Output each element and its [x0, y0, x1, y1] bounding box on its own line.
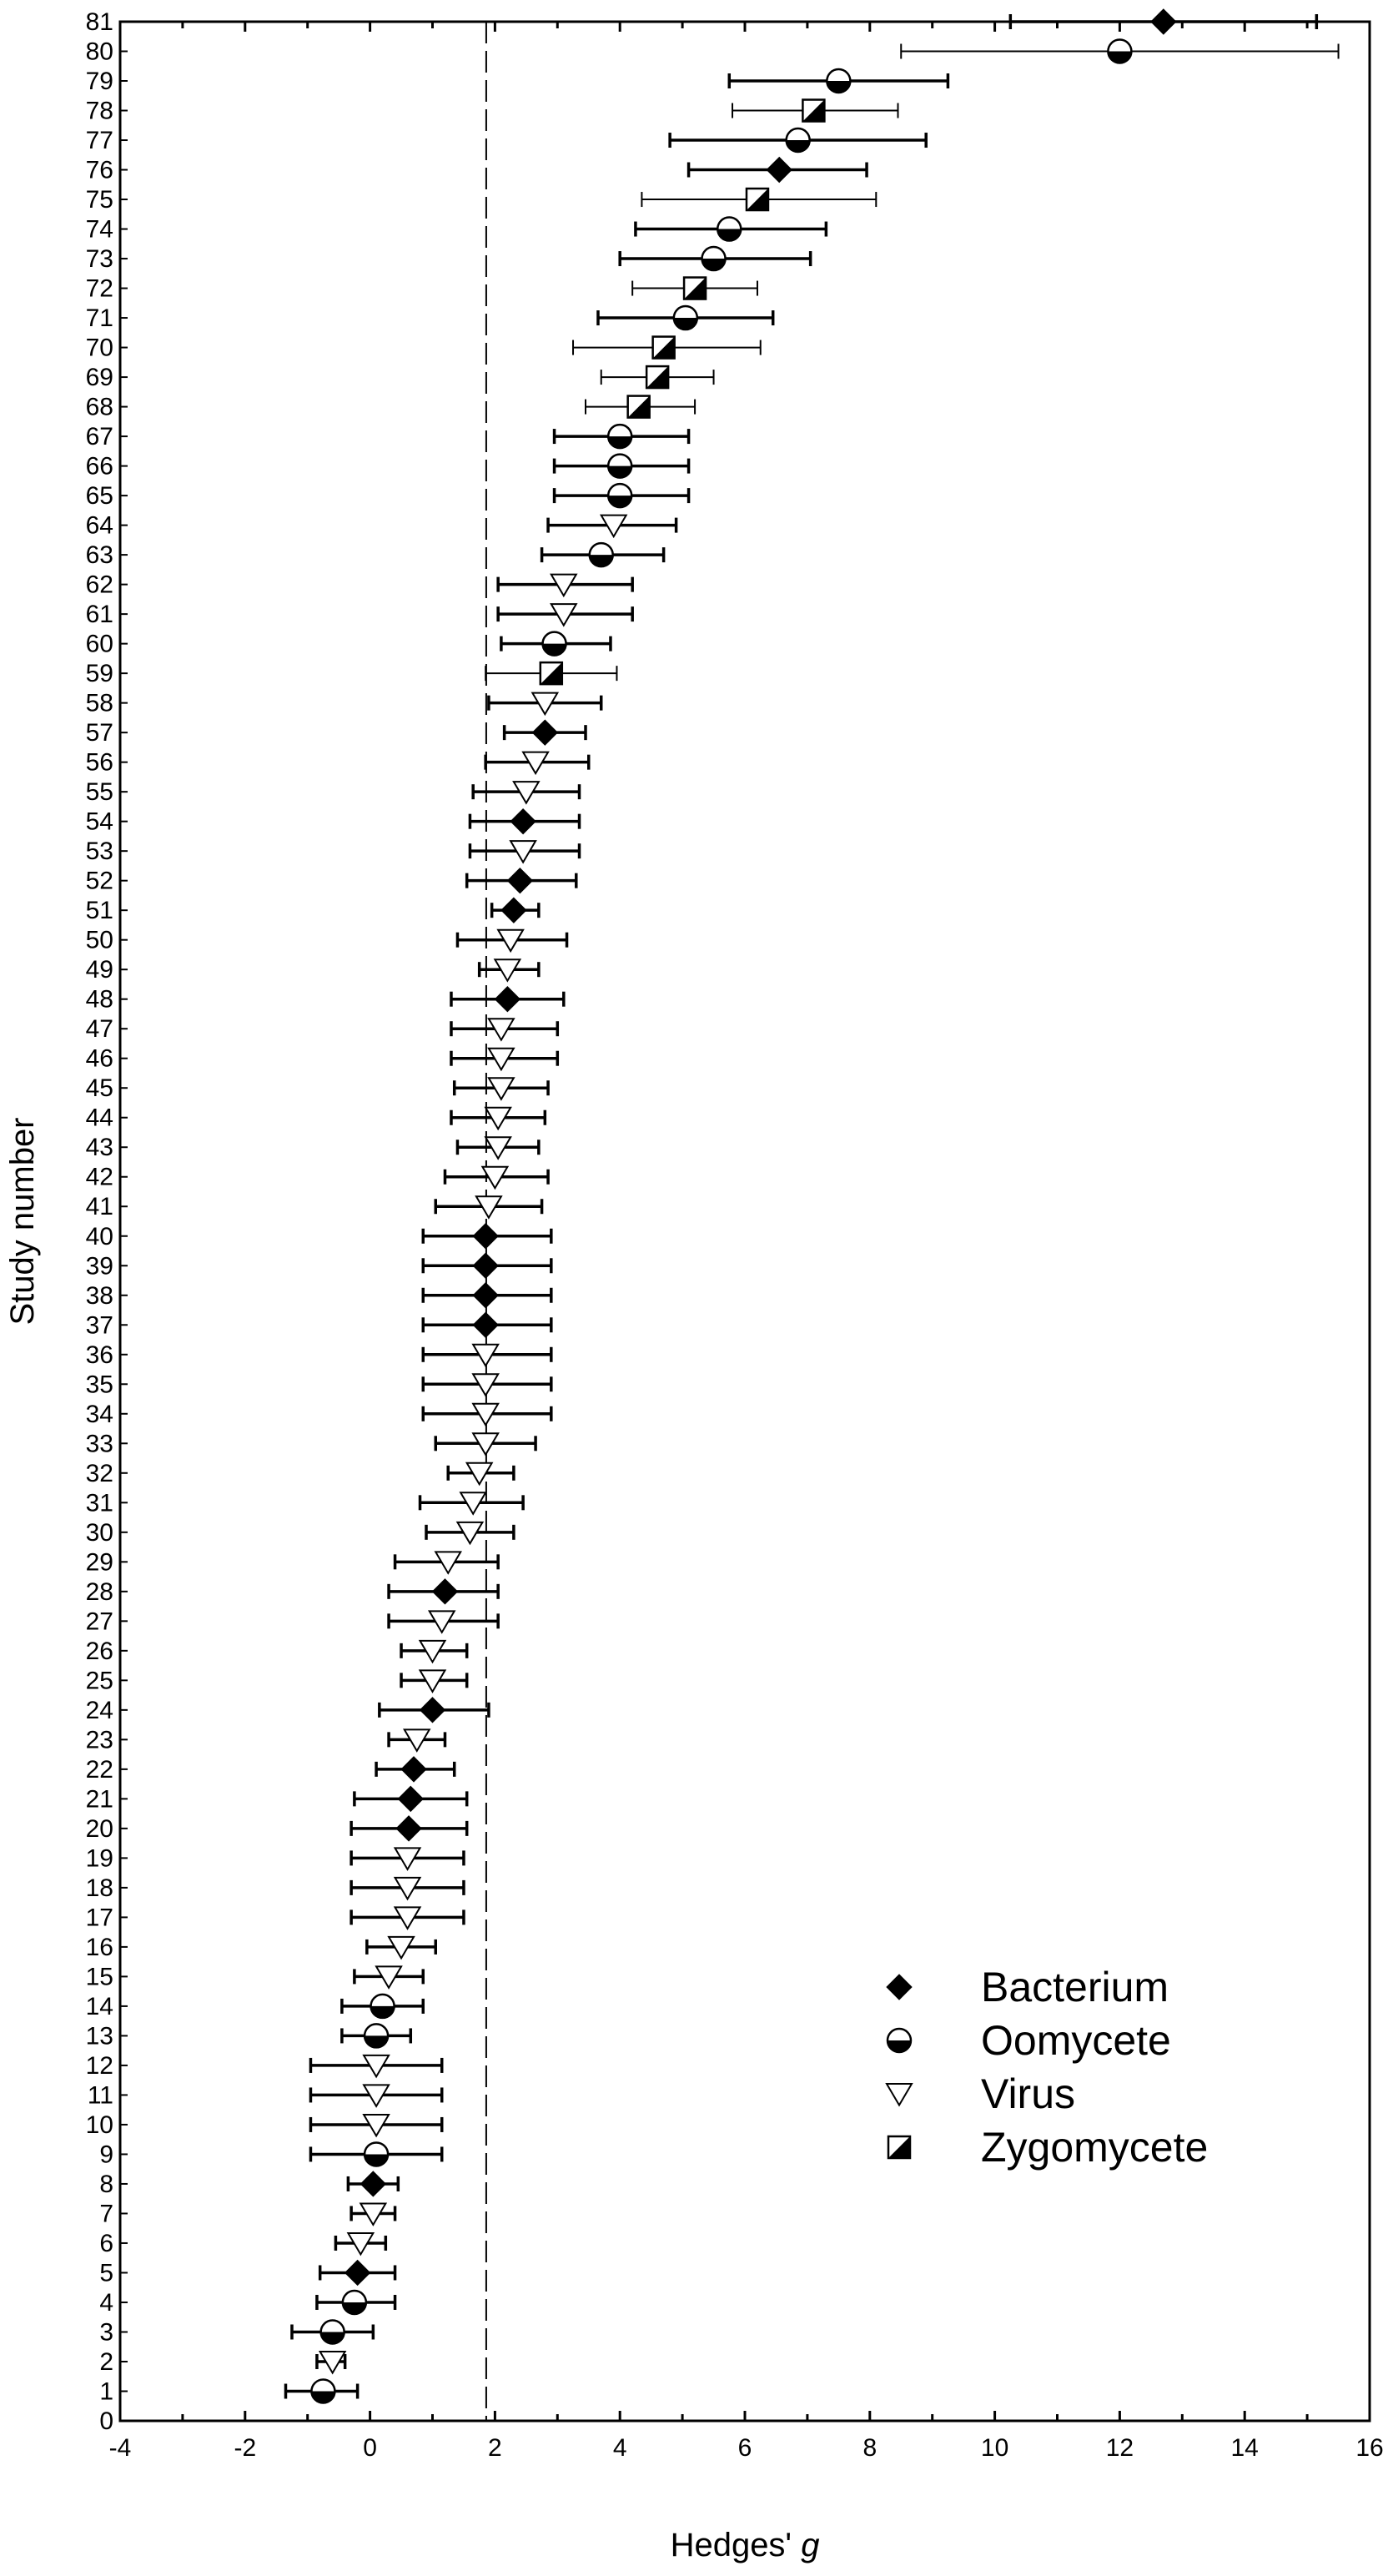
x-tick-label: 12: [1105, 2434, 1134, 2462]
diamond-marker-shape: [432, 1579, 457, 1604]
circle-marker-half-fill: [608, 496, 631, 507]
x-axis-title: Hedges' g: [670, 2527, 820, 2563]
y-tick-label: 57: [85, 719, 113, 747]
point-estimate: [827, 69, 850, 93]
point-estimate: [543, 632, 566, 656]
circle-marker-half-fill: [365, 2154, 388, 2166]
y-tick-label: 49: [85, 956, 113, 984]
y-tick-label: 13: [85, 2022, 113, 2050]
study-72: [632, 278, 757, 299]
x-tick-label: -4: [108, 2434, 132, 2462]
y-tick-label: 10: [85, 2111, 113, 2139]
diamond-marker-shape: [473, 1312, 498, 1337]
circle-marker-half-fill: [702, 259, 726, 270]
y-tick-label: 32: [85, 1459, 113, 1487]
y-tick-label: 20: [85, 1814, 113, 1843]
y-tick-label: 24: [85, 1696, 113, 1724]
diamond-marker-shape: [345, 2260, 370, 2285]
study-56: [485, 752, 589, 774]
y-tick-label: 1: [99, 2377, 113, 2406]
y-tick-label: 30: [85, 1518, 113, 1547]
study-46: [451, 1049, 557, 1070]
point-estimate: [532, 720, 557, 745]
y-tick-label: 37: [85, 1311, 113, 1340]
y-tick-label: 59: [85, 660, 113, 688]
y-tick-label: 53: [85, 838, 113, 866]
y-tick-label: 58: [85, 689, 113, 717]
circle-marker-half-fill: [311, 2391, 334, 2402]
x-tick-label: 6: [737, 2434, 752, 2462]
point-estimate: [507, 868, 532, 893]
point-estimate: [473, 1312, 498, 1337]
study-70: [573, 337, 761, 359]
y-tick-label: 45: [85, 1074, 113, 1103]
legend-label: Virus: [981, 2070, 1076, 2117]
point-estimate: [398, 1786, 423, 1811]
diamond-marker-shape: [473, 1283, 498, 1308]
y-tick-label: 19: [85, 1844, 113, 1873]
x-tick-label: 8: [862, 2434, 878, 2462]
point-estimate: [401, 1757, 426, 1782]
study-16: [367, 1937, 435, 1959]
y-tick-label: 35: [85, 1371, 113, 1399]
study-42: [445, 1167, 548, 1189]
study-19: [351, 1848, 464, 1869]
plot-area: [120, 9, 1370, 2421]
circle-marker-half-fill: [888, 2040, 911, 2052]
study-74: [636, 218, 826, 241]
study-15: [355, 1966, 423, 1988]
study-30: [426, 1522, 514, 1544]
circle-marker-half-fill: [717, 229, 741, 241]
diamond-marker-shape: [510, 809, 536, 834]
study-estimates: [285, 9, 1338, 2402]
study-76: [689, 158, 867, 183]
y-tick-label: 51: [85, 897, 113, 925]
point-estimate: [501, 898, 526, 923]
study-51: [492, 898, 539, 923]
study-69: [601, 366, 714, 388]
point-estimate: [473, 1283, 498, 1308]
y-tick-label: 11: [87, 2081, 113, 2110]
x-tick-label: 4: [612, 2434, 627, 2462]
circle-marker-half-fill: [608, 466, 631, 478]
study-38: [423, 1283, 551, 1308]
y-tick-label: 34: [85, 1400, 113, 1428]
point-estimate: [1151, 9, 1176, 34]
y-tick-label: 17: [85, 1904, 113, 1932]
point-estimate: [495, 987, 520, 1012]
y-tick-label: 78: [85, 97, 113, 125]
y-tick-label: 61: [85, 601, 113, 629]
study-44: [451, 1108, 545, 1130]
legend-item: [888, 2124, 1208, 2171]
circle-marker-half-fill: [590, 555, 613, 566]
study-3: [292, 2320, 373, 2343]
x-tick-label: 0: [363, 2434, 377, 2462]
y-tick-label: 27: [85, 1607, 113, 1636]
study-5: [320, 2260, 395, 2285]
diamond-marker-shape: [767, 158, 792, 183]
study-18: [351, 1878, 464, 1899]
y-tick-label: 0: [99, 2407, 113, 2435]
y-tick-label: 50: [85, 926, 113, 954]
study-66: [555, 455, 689, 478]
study-9: [310, 2142, 441, 2166]
y-tick-label: 40: [85, 1222, 113, 1250]
diamond-marker-shape: [360, 2171, 385, 2196]
y-tick-label: 15: [85, 1963, 113, 1991]
y-tick-label: 5: [99, 2259, 113, 2287]
study-79: [729, 69, 948, 93]
point-estimate: [473, 1224, 498, 1249]
study-65: [555, 484, 689, 507]
study-39: [423, 1253, 551, 1278]
study-20: [351, 1816, 467, 1841]
legend-item: [887, 1964, 1169, 2010]
y-tick-label: 73: [85, 245, 113, 274]
study-49: [480, 959, 539, 981]
diamond-marker-shape: [495, 987, 520, 1012]
point-estimate: [608, 425, 631, 448]
plot-frame: [120, 22, 1370, 2421]
study-11: [310, 2085, 441, 2106]
point-estimate: [343, 2291, 366, 2314]
study-75: [641, 189, 876, 210]
y-axis-title: Study number: [4, 1117, 41, 1326]
study-28: [389, 1579, 498, 1604]
x-tick-label: 2: [488, 2434, 502, 2462]
y-tick-label: 77: [85, 127, 113, 155]
point-estimate: [311, 2379, 334, 2402]
y-tick-label: 70: [85, 334, 113, 362]
point-estimate: [702, 247, 726, 270]
y-tick-label: 55: [85, 778, 113, 807]
point-estimate: [674, 306, 697, 330]
legend-item: [888, 2017, 1171, 2064]
y-tick-label: 69: [85, 364, 113, 392]
y-tick-label: 36: [85, 1341, 113, 1369]
circle-marker-half-fill: [543, 644, 566, 656]
y-tick-label: 38: [85, 1281, 113, 1310]
point-estimate: [717, 218, 741, 241]
x-tick-label: 10: [980, 2434, 1009, 2462]
study-10: [310, 2115, 441, 2136]
y-tick-label: 76: [85, 156, 113, 184]
point-estimate: [767, 158, 792, 183]
diamond-marker-shape: [420, 1698, 445, 1723]
study-24: [380, 1698, 489, 1723]
y-tick-label: 63: [85, 541, 113, 570]
point-estimate: [365, 2024, 388, 2047]
point-estimate: [608, 455, 631, 478]
legend-item: [887, 2070, 1075, 2117]
x-axis-ticks: [120, 22, 1370, 2421]
diamond-marker-shape: [1151, 9, 1176, 34]
legend-symbol: [887, 1975, 912, 2000]
study-59: [485, 662, 616, 684]
y-tick-label: 75: [85, 186, 113, 214]
study-71: [598, 306, 773, 330]
study-52: [467, 868, 576, 893]
study-67: [555, 425, 689, 448]
study-48: [451, 987, 564, 1012]
point-estimate: [396, 1816, 421, 1841]
y-tick-label: 79: [85, 68, 113, 96]
study-32: [448, 1463, 514, 1485]
y-tick-label: 46: [85, 1044, 113, 1073]
circle-marker-half-fill: [674, 318, 697, 330]
y-tick-label: 22: [85, 1755, 113, 1784]
study-37: [423, 1312, 551, 1337]
study-81: [1010, 9, 1316, 34]
y-tick-label: 64: [85, 511, 113, 540]
point-estimate: [608, 484, 631, 507]
y-tick-label: 26: [85, 1637, 113, 1665]
point-estimate: [345, 2260, 370, 2285]
point-estimate: [473, 1253, 498, 1278]
study-50: [457, 930, 566, 952]
legend: [887, 1964, 1208, 2171]
study-58: [489, 693, 601, 715]
y-tick-label: 72: [85, 274, 113, 303]
legend-label: Oomycete: [981, 2017, 1171, 2064]
x-axis-tick-labels: [109, 2434, 1384, 2462]
study-17: [351, 1907, 464, 1929]
study-63: [542, 543, 664, 566]
point-estimate: [510, 809, 536, 834]
legend-symbol: [888, 2029, 911, 2052]
y-axis-tick-labels: [86, 8, 113, 2435]
y-tick-label: 74: [85, 215, 113, 244]
y-tick-label: 23: [85, 1726, 113, 1754]
study-40: [423, 1224, 551, 1249]
study-13: [342, 2024, 410, 2047]
triangle-marker-shape: [887, 2084, 912, 2106]
study-64: [548, 516, 676, 537]
study-2: [317, 2352, 345, 2373]
circle-marker-half-fill: [608, 436, 631, 448]
study-12: [310, 2055, 441, 2077]
point-estimate: [432, 1579, 457, 1604]
point-estimate: [684, 278, 706, 299]
point-estimate: [360, 2171, 385, 2196]
study-61: [498, 604, 632, 626]
y-tick-label: 9: [99, 2141, 113, 2169]
x-tick-label: 16: [1355, 2434, 1384, 2462]
y-tick-label: 52: [85, 867, 113, 895]
y-tick-label: 8: [99, 2170, 113, 2198]
study-55: [473, 782, 579, 803]
study-1: [285, 2379, 357, 2402]
y-tick-label: 80: [85, 38, 113, 66]
y-tick-label: 81: [85, 8, 113, 36]
y-tick-label: 29: [85, 1548, 113, 1577]
y-tick-label: 71: [85, 304, 113, 333]
point-estimate: [541, 662, 562, 684]
study-73: [620, 247, 810, 270]
y-tick-label: 41: [85, 1193, 113, 1221]
point-estimate: [371, 1995, 395, 2018]
y-tick-label: 42: [85, 1163, 113, 1191]
y-tick-label: 7: [99, 2200, 113, 2228]
study-35: [423, 1374, 551, 1396]
study-41: [435, 1196, 541, 1218]
y-tick-label: 21: [85, 1785, 113, 1814]
study-77: [670, 128, 926, 152]
study-34: [423, 1404, 551, 1426]
study-33: [435, 1433, 536, 1455]
y-tick-label: 25: [85, 1667, 113, 1695]
study-57: [505, 720, 586, 745]
legend-label: Zygomycete: [981, 2124, 1209, 2171]
legend-label: Bacterium: [981, 1964, 1169, 2010]
diamond-marker-shape: [473, 1224, 498, 1249]
study-23: [389, 1729, 445, 1751]
study-22: [376, 1757, 455, 1782]
point-estimate: [646, 366, 668, 388]
circle-marker-half-fill: [365, 2035, 388, 2047]
study-68: [586, 396, 695, 418]
diamond-marker-shape: [398, 1786, 423, 1811]
point-estimate: [1108, 40, 1131, 63]
circle-marker-half-fill: [827, 81, 850, 93]
y-tick-label: 3: [99, 2318, 113, 2347]
study-62: [498, 575, 632, 596]
x-tick-label: -2: [234, 2434, 257, 2462]
circle-marker-half-fill: [787, 140, 810, 152]
y-tick-label: 33: [85, 1430, 113, 1458]
study-45: [455, 1078, 548, 1099]
legend-symbol: [887, 2084, 912, 2106]
point-estimate: [802, 100, 824, 122]
y-tick-label: 47: [85, 1015, 113, 1044]
study-7: [351, 2203, 395, 2225]
y-tick-label: 28: [85, 1577, 113, 1606]
point-estimate: [420, 1698, 445, 1723]
y-tick-label: 18: [85, 1874, 113, 1902]
study-29: [395, 1552, 499, 1573]
legend-symbol: [888, 2136, 910, 2158]
y-tick-label: 39: [85, 1252, 113, 1280]
circle-marker-half-fill: [371, 2006, 395, 2018]
y-tick-label: 6: [99, 2229, 113, 2257]
point-estimate: [747, 189, 768, 210]
study-43: [457, 1137, 538, 1159]
diamond-marker-shape: [887, 1975, 912, 2000]
circle-marker-half-fill: [1108, 52, 1131, 63]
point-estimate: [653, 337, 675, 359]
x-tick-label: 14: [1230, 2434, 1259, 2462]
study-4: [317, 2291, 395, 2314]
y-tick-label: 14: [85, 1992, 113, 2020]
y-tick-label: 68: [85, 393, 113, 421]
study-14: [342, 1995, 423, 2018]
study-25: [401, 1670, 467, 1692]
diamond-marker-shape: [401, 1757, 426, 1782]
y-tick-label: 44: [85, 1104, 113, 1132]
diamond-marker-shape: [532, 720, 557, 745]
y-tick-label: 43: [85, 1134, 113, 1162]
study-21: [355, 1786, 467, 1811]
diamond-marker-shape: [396, 1816, 421, 1841]
diamond-marker-shape: [501, 898, 526, 923]
point-estimate: [787, 128, 810, 152]
y-tick-label: 48: [85, 985, 113, 1014]
y-tick-label: 2: [99, 2347, 113, 2376]
point-estimate: [365, 2142, 388, 2166]
diamond-marker-shape: [473, 1253, 498, 1278]
study-60: [501, 632, 611, 656]
y-tick-label: 16: [85, 1933, 113, 1961]
point-estimate: [590, 543, 613, 566]
diamond-marker-shape: [507, 868, 532, 893]
study-6: [335, 2233, 385, 2255]
study-27: [389, 1611, 498, 1633]
circle-marker-half-fill: [321, 2332, 344, 2343]
y-tick-label: 67: [85, 423, 113, 451]
study-8: [348, 2171, 398, 2196]
y-tick-label: 56: [85, 748, 113, 777]
study-36: [423, 1345, 551, 1366]
study-78: [732, 100, 898, 122]
y-tick-label: 54: [85, 808, 113, 836]
circle-marker-half-fill: [343, 2302, 366, 2314]
study-31: [420, 1492, 524, 1514]
y-tick-label: 62: [85, 571, 113, 599]
point-estimate: [321, 2320, 344, 2343]
y-tick-label: 60: [85, 630, 113, 658]
y-tick-label: 66: [85, 452, 113, 480]
point-estimate: [628, 396, 650, 418]
y-tick-label: 12: [85, 2051, 113, 2080]
study-47: [451, 1019, 557, 1040]
study-26: [401, 1641, 467, 1663]
study-80: [901, 40, 1338, 63]
y-tick-label: 4: [99, 2288, 113, 2317]
y-tick-label: 65: [85, 482, 113, 511]
y-tick-label: 31: [85, 1489, 113, 1517]
